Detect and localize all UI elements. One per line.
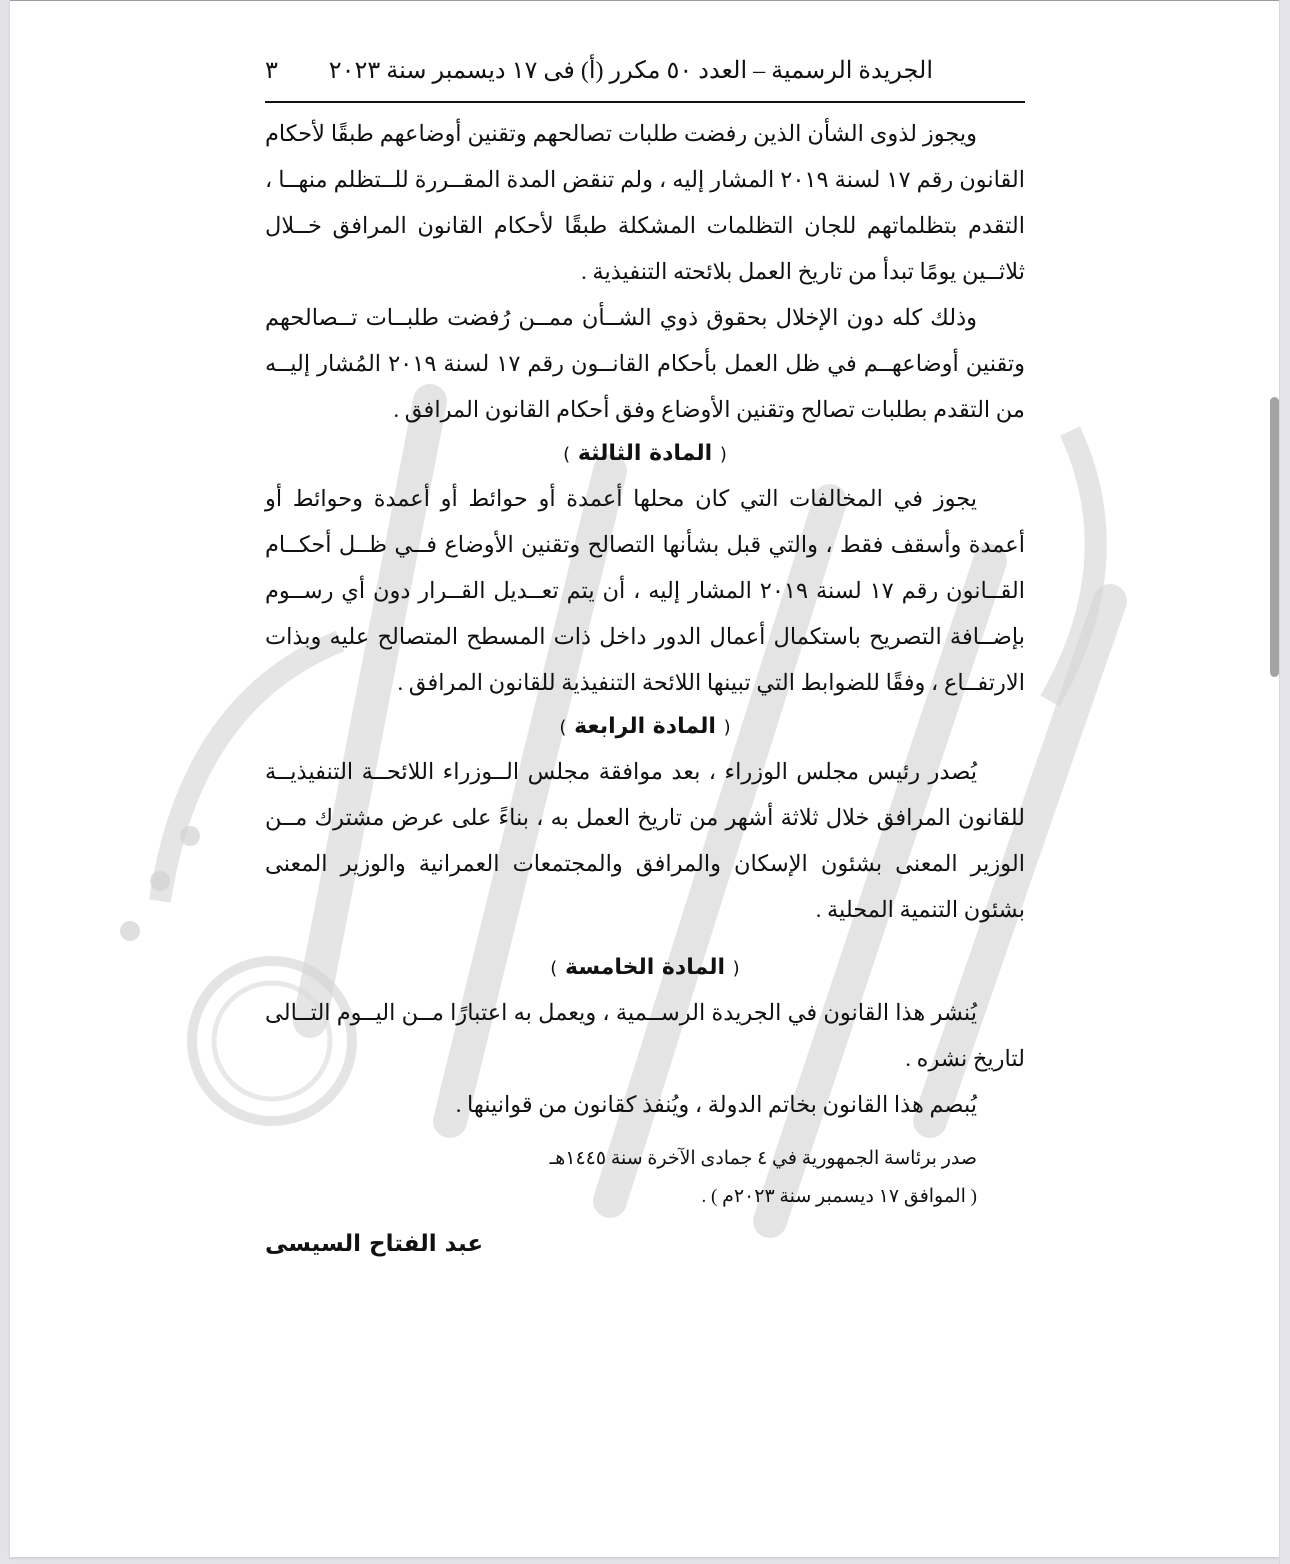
paragraph: يُنشر هذا القانون في الجريدة الرســمية ، ويعمل به اعتبارًا مــن اليــوم التــالى لتاريخ نشره . <box>265 1000 1025 1071</box>
signoff <box>265 1140 1025 1216</box>
paragraph: يُصدر رئيس مجلس الوزراء ، بعد موافقة مجلس الــوزراء اللائحــة التنفيذيــة للقانون المرافق خلال ثلاثة أشهر من تاريخ العمل به ، بناءً على عرض مشترك مــن الوزير المعنى بشئون الإسكان والمرافق والمجتمعات العمرانية والوزير المعنى بشئون التنمية المحلية . <box>265 759 1025 922</box>
scrollbar-thumb[interactable] <box>1270 397 1279 677</box>
page-header <box>265 49 1025 103</box>
paren-close: ) <box>563 444 571 465</box>
article-heading-3 <box>265 433 1025 476</box>
paragraph: يُبصم هذا القانون بخاتم الدولة ، ويُنفذ كقانون من قوانينها . <box>455 1092 977 1117</box>
article-title: المادة الخامسة <box>564 955 725 980</box>
paren-open: ( <box>719 444 727 465</box>
paragraph: يجوز في المخالفات التي كان محلها أعمدة أو حوائط أو أعمدة وحوائط أو أعمدة وأسقف فقط ، والتي قبل بشأنها التصالح وتقنين الأوضاع فــي ظــل أحكــام القــانون رقم ١٧ لسنة ٢٠١٩ المشار إليه ، أن يتم تعــديل القــرار دون أي رســوم بإضــافة التصريح باستكمال أعمال الدور داخل ذات المسطح المتصالح عليه وبذات الارتفــاع ، وفقًا للضوابط التي تبينها اللائحة التنفيذية للقانون المرافق . <box>265 486 1025 695</box>
article-heading-5 <box>265 947 1025 990</box>
article-heading-4 <box>265 706 1025 749</box>
paragraph: ويجوز لذوى الشأن الذين رفضت طلبات تصالحهم وتقنين أوضاعهم طبقًا لأحكام القانون رقم ١٧ لسنة ٢٠١٩ المشار إليه ، ولم تنقض المدة المقــررة للــتظلم منهــا ، التقدم بتظلماتهم للجان التظلمات المشكلة طبقًا لأحكام القانون المرافق خــلال ثلاثــين يومًا تبدأ من تاريخ العمل بلائحته التنفيذية . <box>265 121 1025 284</box>
paren-open: ( <box>732 958 740 979</box>
article-title: المادة الثالثة <box>577 441 713 466</box>
article-title: المادة الرابعة <box>574 714 716 739</box>
gazette-title: الجريدة الرسمية – العدد ٥٠ مكرر (أ) فى ١٧ ديسمبر سنة ٢٠٢٣ <box>328 58 933 84</box>
paragraph: وذلك كله دون الإخلال بحقوق ذوي الشــأن ممــن رُفضت طلبــات تــصالحهم وتقنين أوضاعهــم في ظل العمل بأحكام القانــون رقم ١٧ لسنة ٢٠١٩ المُشار إليــه من التقدم بطلبات تصالح وتقنين الأوضاع وفق أحكام القانون المرافق . <box>265 305 1025 422</box>
page-number: ٣ <box>265 58 278 84</box>
scrollbar-track[interactable] <box>1279 0 1290 1564</box>
document-body <box>265 111 1025 1264</box>
document-page <box>10 0 1280 1557</box>
paren-open: ( <box>723 717 731 738</box>
corresponding-date: ( الموافق ١٧ ديسمبر سنة ٢٠٢٣م ) . <box>701 1186 977 1207</box>
issued-line: صدر برئاسة الجمهورية في ٤ جمادى الآخرة سنة ١٤٤٥هـ <box>549 1148 977 1169</box>
paren-close: ) <box>550 958 558 979</box>
paren-close: ) <box>559 717 567 738</box>
signature: عبد الفتاح السيسى <box>265 1231 484 1257</box>
